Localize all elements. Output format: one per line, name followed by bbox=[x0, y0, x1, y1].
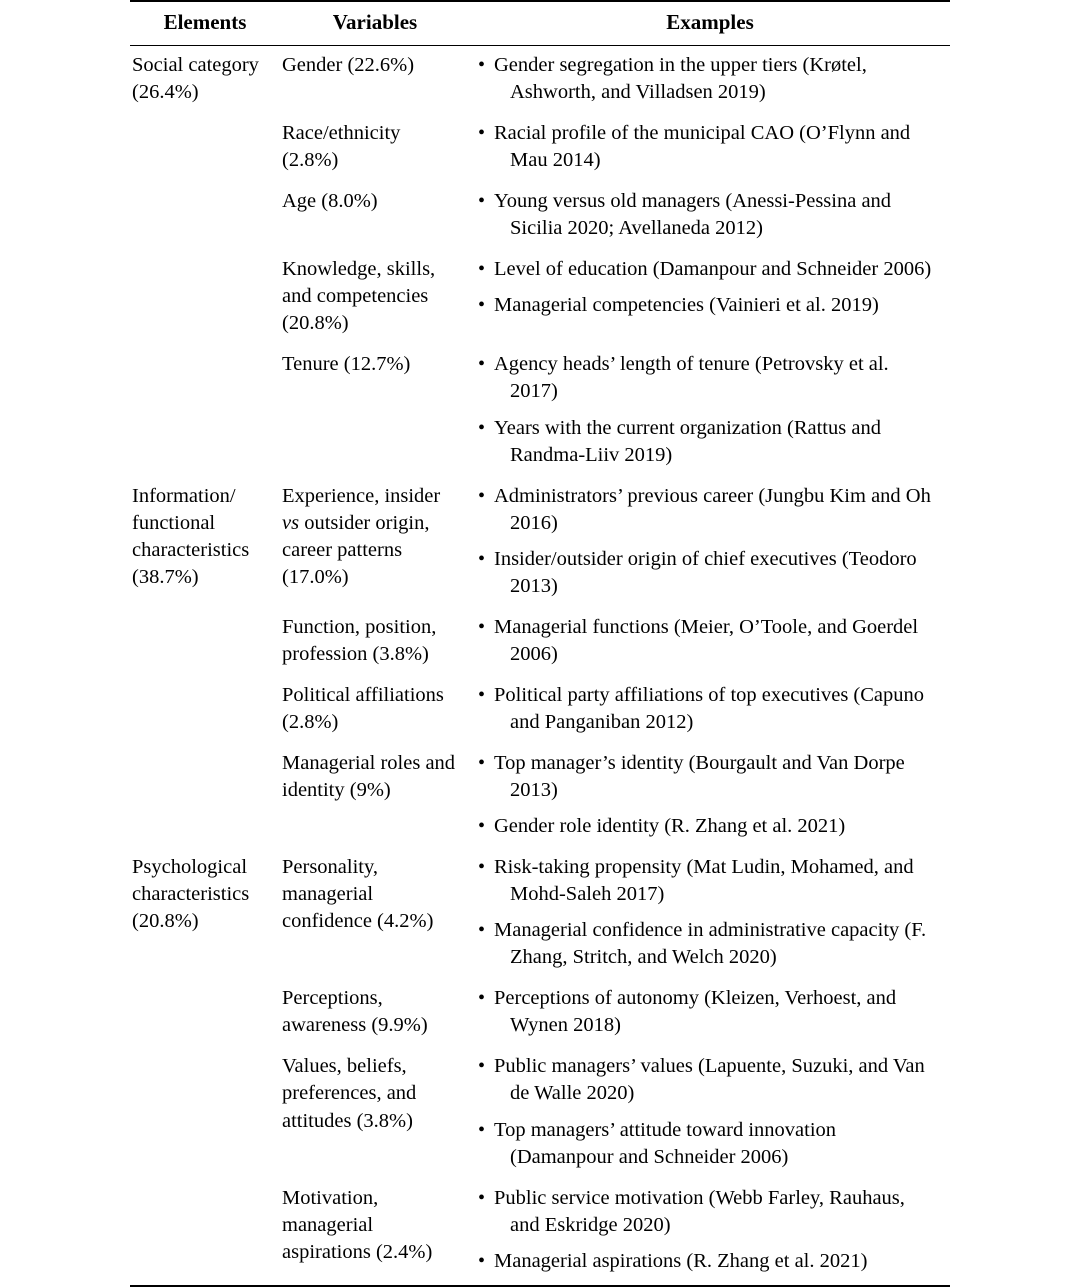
list-item bbox=[476, 614, 942, 668]
example-text: Public service motivation (Webb Farley, Rauhaus, bbox=[494, 1186, 905, 1209]
element-cell: Information/ functional characteristics (38.7%) bbox=[132, 484, 250, 588]
example-text-continuation: Zhang, Stritch, and Welch 2020) bbox=[510, 946, 777, 969]
example-text-continuation: (Damanpour and Schneider 2006) bbox=[510, 1145, 789, 1168]
examples-cell bbox=[470, 46, 950, 115]
example-text-continuation: 2006) bbox=[510, 642, 558, 665]
examples-cell bbox=[470, 608, 950, 676]
examples-cell bbox=[470, 979, 950, 1047]
list-item bbox=[476, 256, 942, 283]
table-row bbox=[130, 676, 950, 744]
example-text-continuation: 2017) bbox=[510, 380, 558, 403]
example-text-continuation: Sicilia 2020; Avellaneda 2012) bbox=[510, 217, 763, 240]
variable-cell: Age (8.0%) bbox=[282, 190, 378, 213]
example-text: Managerial aspirations (R. Zhang et al. 2021) bbox=[494, 1249, 868, 1272]
element-cell bbox=[130, 744, 280, 848]
table-header-row bbox=[130, 1, 950, 46]
example-text: Top managers’ attitude toward innovation bbox=[494, 1118, 837, 1141]
example-list bbox=[476, 985, 942, 1039]
examples-cell bbox=[470, 114, 950, 182]
table-row bbox=[130, 477, 950, 608]
example-text: Managerial competencies (Vainieri et al. 2019) bbox=[494, 294, 879, 317]
example-list bbox=[476, 1185, 942, 1275]
list-item bbox=[476, 351, 942, 405]
examples-cell bbox=[470, 182, 950, 250]
example-text: Managerial functions (Meier, O’Toole, and Goerdel bbox=[494, 615, 919, 638]
example-text: Public managers’ values (Lapuente, Suzuki, and Van bbox=[494, 1055, 925, 1078]
table-row bbox=[130, 345, 950, 476]
variable-cell: Gender (22.6%) bbox=[282, 54, 415, 76]
example-list bbox=[476, 854, 942, 971]
variable-cell: Political affiliations (2.8%) bbox=[282, 683, 444, 733]
example-text-continuation: Mohd-Saleh 2017) bbox=[510, 883, 665, 906]
example-text: Gender segregation in the upper tiers (Krøtel, bbox=[494, 54, 867, 76]
table-row bbox=[130, 46, 950, 115]
element-cell bbox=[130, 114, 280, 182]
variable-cell: Perceptions, awareness (9.9%) bbox=[282, 987, 428, 1037]
column-header-variables: Variables bbox=[280, 1, 470, 46]
example-text-continuation: Ashworth, and Villadsen 2019) bbox=[510, 81, 766, 104]
example-list bbox=[476, 256, 942, 319]
variable-cell: Managerial roles and identity (9%) bbox=[282, 751, 456, 802]
table-row bbox=[130, 1047, 950, 1178]
example-list bbox=[476, 750, 942, 840]
element-cell bbox=[130, 979, 280, 1047]
list-item bbox=[476, 917, 942, 971]
examples-cell bbox=[470, 345, 950, 476]
element-cell bbox=[130, 1179, 280, 1286]
element-cell bbox=[130, 345, 280, 476]
table-header bbox=[130, 1, 950, 46]
table-row bbox=[130, 114, 950, 182]
table-row bbox=[130, 979, 950, 1047]
examples-cell bbox=[470, 744, 950, 848]
list-item bbox=[476, 1117, 942, 1171]
example-text: Perceptions of autonomy (Kleizen, Verhoest, and bbox=[494, 987, 897, 1010]
italic-term: vs bbox=[282, 511, 300, 534]
list-item bbox=[476, 546, 942, 600]
list-item bbox=[476, 985, 942, 1039]
variable-cell: Motivation, managerial aspirations (2.4%) bbox=[280, 1179, 470, 1286]
list-item bbox=[476, 120, 942, 174]
example-list bbox=[476, 682, 942, 736]
example-text-continuation: de Walle 2020) bbox=[510, 1082, 635, 1105]
example-text-continuation: Randma-Liiv 2019) bbox=[510, 443, 673, 466]
example-text: Young versus old managers (Anessi-Pessina and bbox=[494, 190, 892, 213]
variable-cell: Personality, managerial confidence (4.2%) bbox=[282, 856, 434, 933]
table-body bbox=[130, 46, 950, 1286]
example-text-continuation: 2013) bbox=[510, 779, 558, 802]
example-text: Racial profile of the municipal CAO (O’Flynn and bbox=[494, 122, 911, 145]
list-item bbox=[476, 854, 942, 908]
list-item bbox=[476, 682, 942, 736]
table-row bbox=[130, 182, 950, 250]
list-item bbox=[476, 292, 942, 319]
example-text-continuation: 2013) bbox=[510, 574, 558, 597]
example-text-continuation: Mau 2014) bbox=[510, 149, 601, 172]
example-list bbox=[476, 614, 942, 668]
examples-cell bbox=[470, 848, 950, 979]
list-item bbox=[476, 1185, 942, 1239]
example-list bbox=[476, 483, 942, 600]
example-text: Administrators’ previous career (Jungbu Kim and Oh bbox=[494, 484, 931, 507]
column-header-elements: Elements bbox=[130, 1, 280, 46]
variable-cell: Values, beliefs, preferences, and attitudes (3.8%) bbox=[282, 1055, 417, 1132]
table-row bbox=[130, 744, 950, 848]
example-text-continuation: 2016) bbox=[510, 511, 558, 534]
example-text-continuation: and Panganiban 2012) bbox=[510, 710, 694, 733]
table-row bbox=[130, 1179, 950, 1286]
example-text: Top manager’s identity (Bourgault and Van Dorpe bbox=[494, 751, 905, 774]
list-item bbox=[476, 188, 942, 242]
example-list bbox=[476, 188, 942, 242]
element-cell bbox=[130, 1047, 280, 1178]
examples-cell bbox=[470, 1047, 950, 1178]
elements-variables-examples-table bbox=[130, 0, 950, 1287]
example-text: Political party affiliations of top executives (Capuno bbox=[494, 683, 925, 706]
element-cell: Psychological characteristics (20.8%) bbox=[132, 856, 250, 933]
examples-cell bbox=[470, 1179, 950, 1286]
element-cell bbox=[130, 182, 280, 250]
example-list bbox=[476, 351, 942, 468]
variable-cell: Race/ethnicity (2.8%) bbox=[282, 122, 401, 172]
variable-cell: Experience, insider vs outsider origin, career patterns (17.0%) bbox=[282, 484, 441, 588]
example-text-continuation: Wynen 2018) bbox=[510, 1014, 621, 1037]
example-text: Years with the current organization (Rattus and bbox=[494, 416, 881, 439]
list-item bbox=[476, 483, 942, 537]
example-text-continuation: and Eskridge 2020) bbox=[510, 1213, 671, 1236]
example-text: Level of education (Damanpour and Schneider 2006) bbox=[494, 258, 932, 281]
list-item bbox=[476, 415, 942, 469]
examples-cell bbox=[470, 477, 950, 608]
element-cell bbox=[130, 250, 280, 345]
variable-cell: Knowledge, skills, and competencies (20.8%) bbox=[282, 258, 436, 335]
table-row bbox=[130, 250, 950, 345]
list-item bbox=[476, 1053, 942, 1107]
list-item bbox=[476, 52, 942, 106]
column-header-examples: Examples bbox=[470, 1, 950, 46]
element-cell bbox=[130, 608, 280, 676]
list-item bbox=[476, 813, 942, 840]
example-list bbox=[476, 52, 942, 106]
list-item bbox=[476, 750, 942, 804]
example-text: Risk-taking propensity (Mat Ludin, Mohamed, and bbox=[494, 856, 914, 879]
examples-cell bbox=[470, 250, 950, 345]
table-row bbox=[130, 848, 950, 979]
element-cell bbox=[130, 676, 280, 744]
example-text: Gender role identity (R. Zhang et al. 2021) bbox=[494, 815, 846, 838]
example-list bbox=[476, 1053, 942, 1170]
list-item bbox=[476, 1248, 942, 1275]
table-row bbox=[130, 608, 950, 676]
variable-cell: Function, position, profession (3.8%) bbox=[282, 615, 437, 665]
example-list bbox=[476, 120, 942, 174]
element-cell: Social category (26.4%) bbox=[132, 54, 259, 104]
example-text: Agency heads’ length of tenure (Petrovsky et al. bbox=[494, 353, 889, 376]
example-text: Managerial confidence in administrative capacity (F. bbox=[494, 919, 927, 942]
examples-cell bbox=[470, 676, 950, 744]
variable-cell: Tenure (12.7%) bbox=[282, 353, 411, 376]
example-text: Insider/outsider origin of chief executives (Teodoro bbox=[494, 547, 917, 570]
